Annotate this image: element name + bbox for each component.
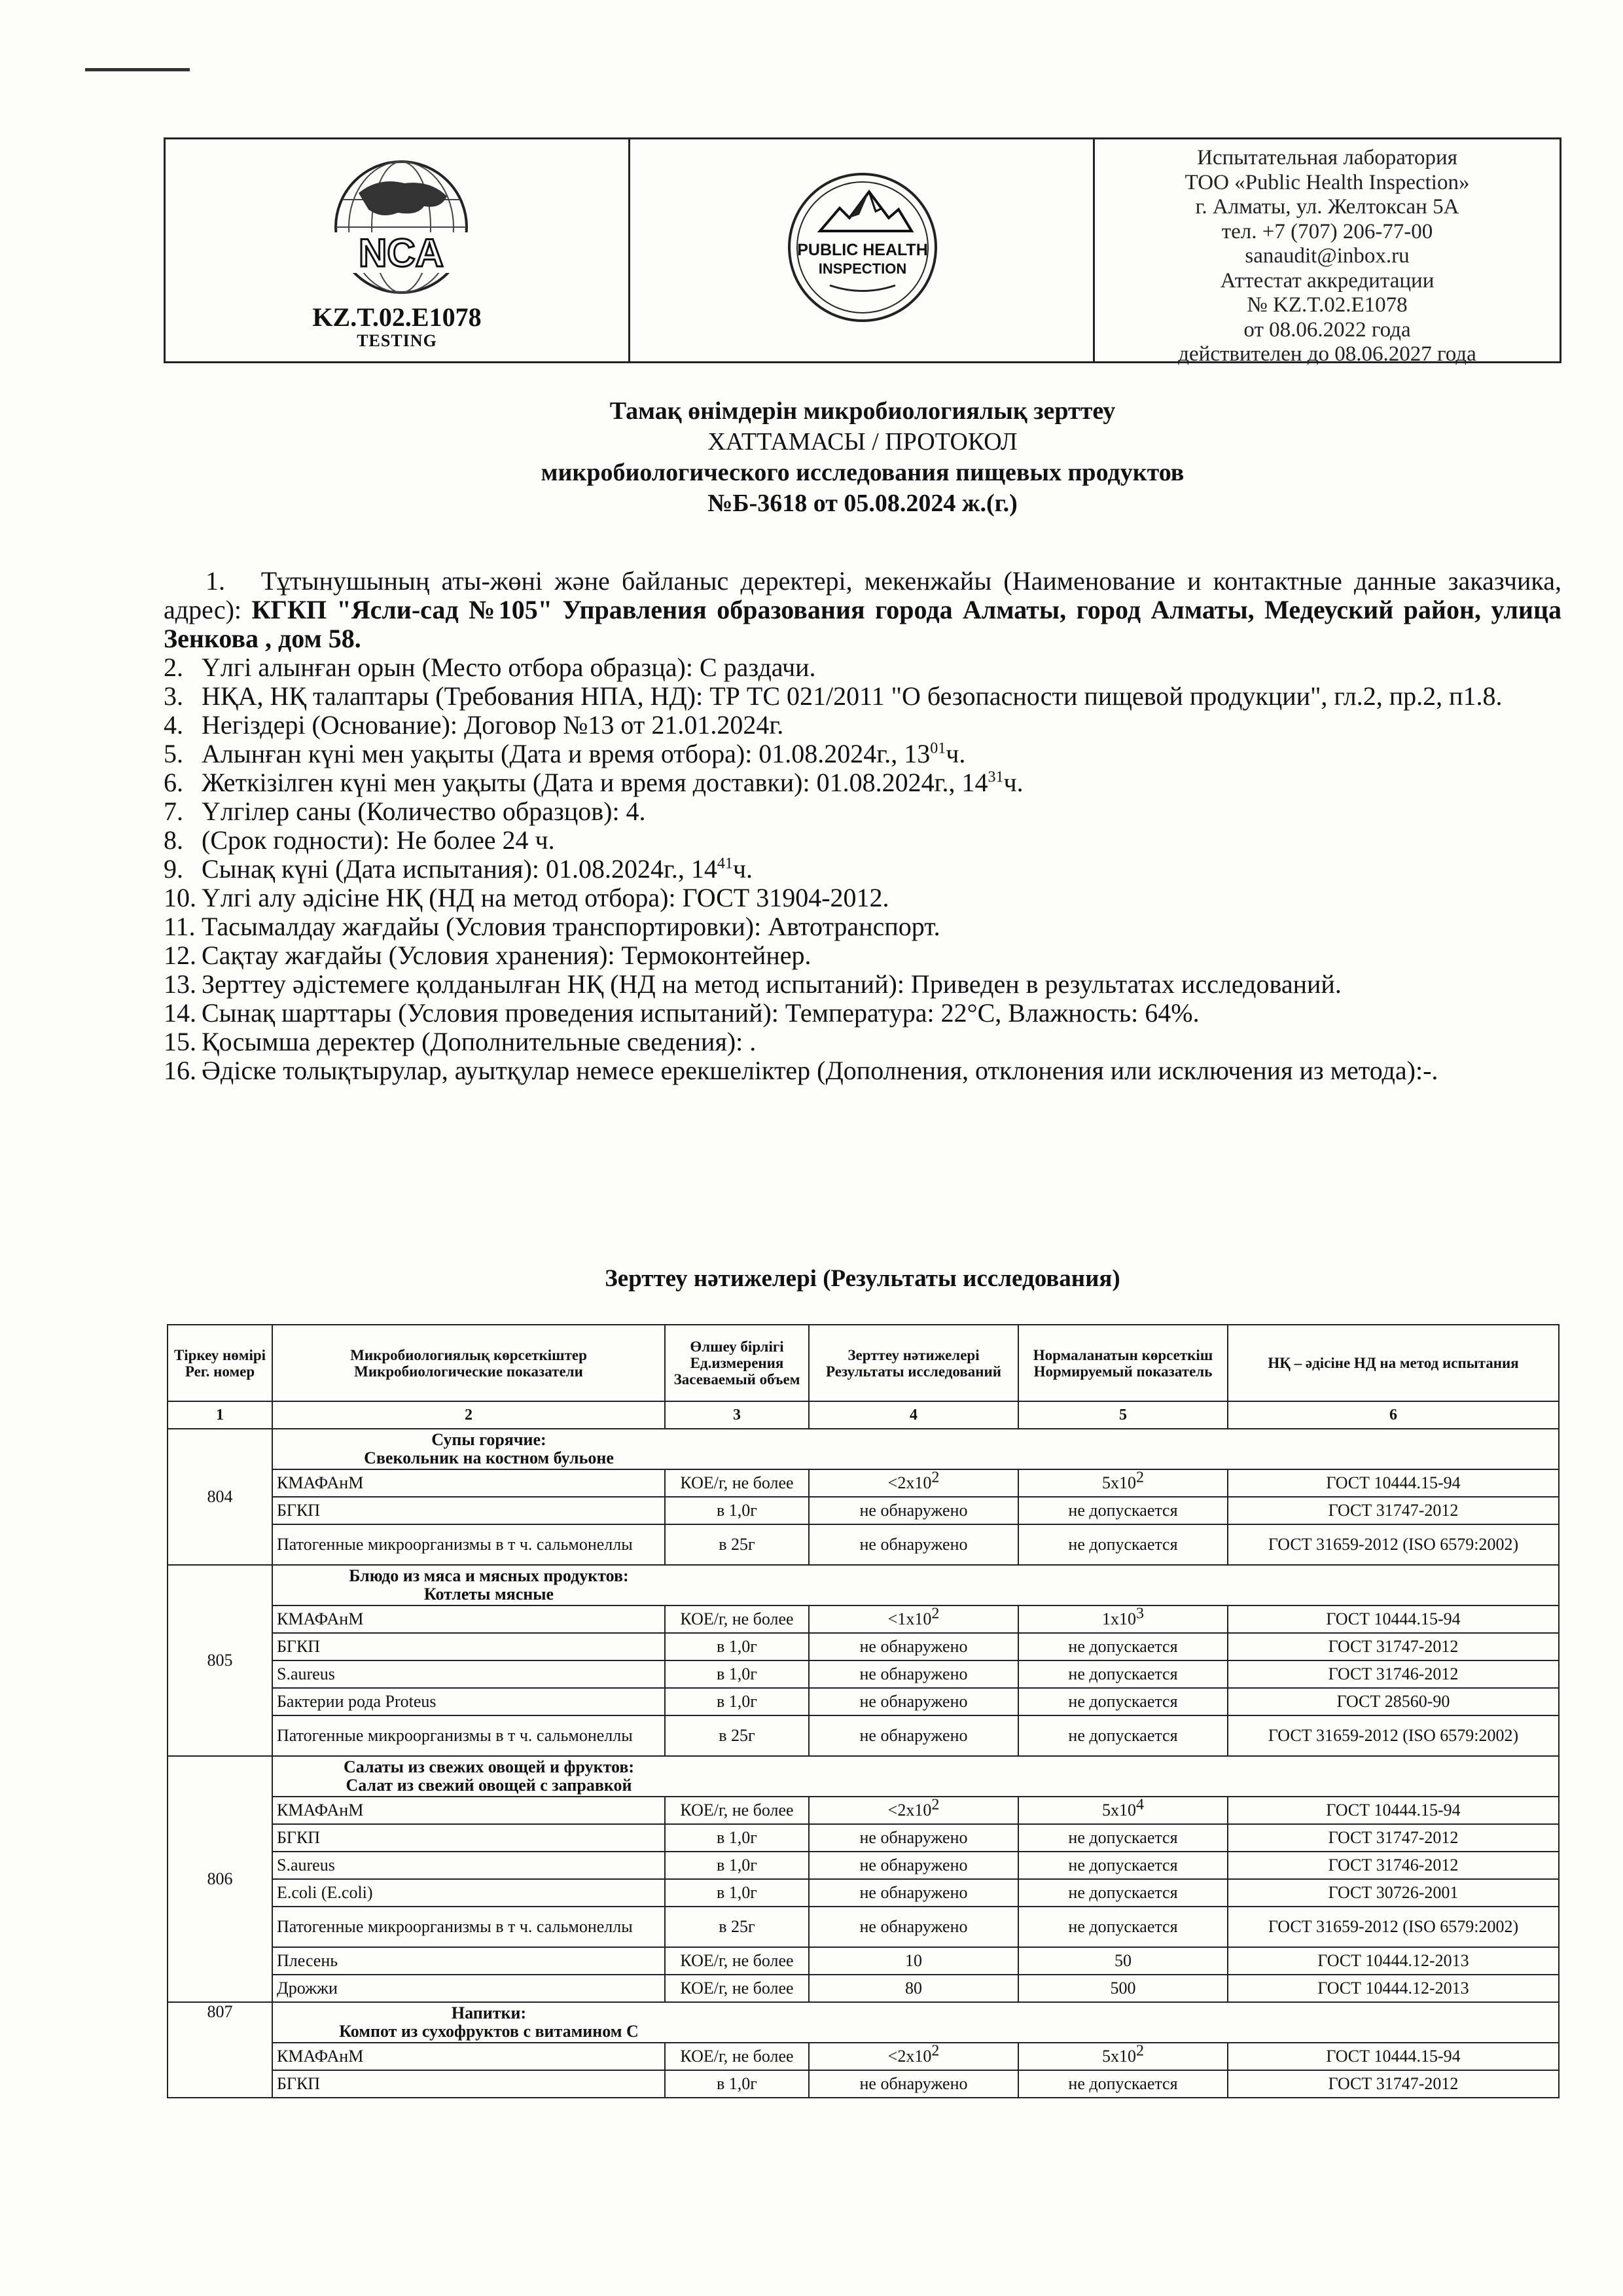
indicator-cell: КМАФАнМ xyxy=(272,1605,665,1633)
table-row xyxy=(168,1497,1559,1524)
group-row xyxy=(168,2002,1559,2043)
product-category: Супы горячие: xyxy=(431,1430,546,1449)
norm-cell: 500 xyxy=(1018,1975,1228,2002)
table-row xyxy=(168,2043,1559,2070)
detail-item: 8. (Срок годности): Не более 24 ч. xyxy=(164,825,555,855)
product-group-name xyxy=(272,1429,1559,1469)
svg-text:INSPECTION: INSPECTION xyxy=(818,260,907,277)
reg-number: 806 xyxy=(168,1756,272,2002)
public-health-cell xyxy=(630,139,1095,361)
norm-cell: не допускается xyxy=(1018,1497,1228,1524)
detail-item: 2. Үлгі алынған орын (Место отбора образца): С раздачи. xyxy=(164,653,816,682)
norm-cell: не допускается xyxy=(1018,1852,1228,1879)
nca-cell xyxy=(166,139,630,361)
detail-item: 13. Зерттеу әдістемеге қолданылған НҚ (НД на метод испытаний): Приведен в результатах исследований. xyxy=(164,969,1342,999)
result-cell-exponent: 2 xyxy=(931,1605,940,1623)
table-row xyxy=(168,1605,1559,1633)
table-row xyxy=(168,1469,1559,1497)
title-line-kz: Тамақ өнімдерін микробиологиялық зерттеу xyxy=(609,397,1116,425)
unit-cell: в 25г xyxy=(665,1907,809,1947)
indicator-cell: КМАФАнМ xyxy=(272,2043,665,2070)
result-cell: $<1x10^2$ xyxy=(809,1605,1018,1633)
norm-cell: не допускается xyxy=(1018,1715,1228,1756)
product-name-block xyxy=(312,2004,666,2041)
product-name: Компот из сухофруктов с витамином С xyxy=(339,2022,639,2041)
scan-mark xyxy=(85,68,190,71)
product-name-block xyxy=(312,1431,666,1467)
detail-item: 10. Үлгі алу әдісіне НҚ (НД на метод отбора): ГОСТ 31904-2012. xyxy=(164,883,889,912)
reg-number: 804 xyxy=(168,1429,272,1565)
lab-line: № KZ.T.02.E1078 xyxy=(1247,293,1408,317)
detail-item: 5. Алынған күні мен уақыты (Дата и время отбора): 01.08.2024г., $13^{01}ч$. xyxy=(164,739,966,768)
unit-cell: в 1,0г xyxy=(665,1688,809,1715)
method-cell: ГОСТ 10444.15-94 xyxy=(1228,2043,1559,2070)
column-index-row: 1 2 3 4 5 6 xyxy=(168,1401,1559,1429)
reg-number: 805 xyxy=(168,1565,272,1756)
col-header-result: Зерттеу нәтижелері Результаты исследований xyxy=(809,1325,1018,1401)
nca-testing-label: TESTING xyxy=(357,331,437,350)
norm-cell: не допускается xyxy=(1018,1907,1228,1947)
norm-cell: не допускается xyxy=(1018,1660,1228,1688)
detail-item: 3. НҚА, НҚ талаптары (Требования НПА, НД): ТР ТС 021/2011 "О безопасности пищевой продукции", гл.2, пр.2, п1.8. xyxy=(164,681,1503,711)
method-cell: ГОСТ 31659-2012 (ISO 6579:2002) xyxy=(1228,1907,1559,1947)
detail-item: 7. Үлгілер саны (Количество образцов): 4. xyxy=(164,797,646,826)
unit-cell: в 1,0г xyxy=(665,2070,809,2098)
group-row xyxy=(168,1565,1559,1605)
method-cell: ГОСТ 31746-2012 xyxy=(1228,1660,1559,1688)
indicator-cell: Патогенные микроорганизмы в т ч. сальмонеллы xyxy=(272,1907,665,1947)
norm-cell-exponent: 3 xyxy=(1136,1605,1144,1623)
unit-cell: в 1,0г xyxy=(665,1660,809,1688)
method-cell: ГОСТ 31747-2012 xyxy=(1228,1824,1559,1852)
table-row xyxy=(168,1879,1559,1907)
norm-cell: $5x10^4$ xyxy=(1018,1797,1228,1824)
indicator-cell: БГКП xyxy=(272,2070,665,2098)
indicator-cell: Дрожжи xyxy=(272,1975,665,2002)
norm-cell: $5x10^2$ xyxy=(1018,1469,1228,1497)
protocol-title xyxy=(164,396,1561,519)
lab-line: Испытательная лаборатория xyxy=(1197,146,1457,170)
result-cell: не обнаружено xyxy=(809,2070,1018,2098)
norm-cell: не допускается xyxy=(1018,2070,1228,2098)
method-cell: ГОСТ 10444.15-94 xyxy=(1228,1469,1559,1497)
method-cell: ГОСТ 31659-2012 (ISO 6579:2002) xyxy=(1228,1715,1559,1756)
product-category: Напитки: xyxy=(451,2003,527,2022)
unit-cell: КОЕ/г, не более xyxy=(665,1947,809,1975)
norm-cell-exponent: 2 xyxy=(1136,1469,1144,1486)
public-health-inspection-logo-icon xyxy=(784,162,941,339)
table-row xyxy=(168,1715,1559,1756)
svg-text:NCA: NCA xyxy=(359,231,444,275)
product-group-name xyxy=(272,1756,1559,1797)
unit-cell: в 25г xyxy=(665,1524,809,1565)
lab-line: ТОО «Public Health Inspection» xyxy=(1185,170,1470,194)
group-row xyxy=(168,1756,1559,1797)
result-cell: $<2x10^2$ xyxy=(809,1469,1018,1497)
detail-item: 6. Жеткізілген күні мен уақыты (Дата и время доставки): 01.08.2024г., $14^{31}ч$. xyxy=(164,768,1024,797)
product-category: Блюдо из мяса и мясных продуктов: xyxy=(349,1566,629,1585)
detail-item: 1. Тұтынушының аты-жөні және байланыс деректері, мекенжайы (Наименование и контактные данные заказчика, адрес): КГКП "Ясли-сад №105" Управления образования города Алматы, город Алматы, Медеуский район, улица Зенкова , дом 58. xyxy=(164,566,1562,653)
result-cell: 80 xyxy=(809,1975,1018,2002)
detail-item: 14. Сынақ шарттары (Условия проведения испытаний): Температура: 22°С, Влажность: 64%. xyxy=(164,998,1200,1028)
indicator-cell: Патогенные микроорганизмы в т ч. сальмонеллы xyxy=(272,1524,665,1565)
indicator-cell: Плесень xyxy=(272,1947,665,1975)
table-row xyxy=(168,1975,1559,2002)
norm-cell: не допускается xyxy=(1018,1688,1228,1715)
col-header-indicator: Микробиологиялық көрсеткіштер Микробиологические показатели xyxy=(272,1325,665,1401)
lab-line: от 08.06.2022 года xyxy=(1243,317,1411,342)
reg-number: 807 xyxy=(168,2002,272,2098)
table-row xyxy=(168,1633,1559,1660)
method-cell: ГОСТ 10444.12-2013 xyxy=(1228,1947,1559,1975)
norm-cell: не допускается xyxy=(1018,1824,1228,1852)
result-cell: не обнаружено xyxy=(809,1824,1018,1852)
table-header-row xyxy=(168,1325,1559,1401)
table-row xyxy=(168,1824,1559,1852)
product-name-block xyxy=(312,1758,666,1795)
table-row xyxy=(168,1797,1559,1824)
table-row xyxy=(168,1852,1559,1879)
indicator-cell: Бактерии рода Proteus xyxy=(272,1688,665,1715)
lab-line: Аттестат аккредитации xyxy=(1220,268,1435,293)
detail-item: 9. Сынақ күні (Дата испытания): 01.08.2024г., $14^{41}ч$. xyxy=(164,854,753,884)
protocol-details xyxy=(164,567,1561,1085)
lab-line: sanaudit@inbox.ru xyxy=(1245,244,1410,268)
unit-cell: КОЕ/г, не более xyxy=(665,1797,809,1824)
lab-line: тел. +7 (707) 206-77-00 xyxy=(1221,219,1433,243)
document-header xyxy=(164,137,1561,366)
result-cell-exponent: 2 xyxy=(931,1796,940,1814)
norm-cell: $5x10^2$ xyxy=(1018,2043,1228,2070)
lab-line: г. Алматы, ул. Желтоксан 5А xyxy=(1195,195,1459,219)
indicator-cell: КМАФАнМ xyxy=(272,1469,665,1497)
protocol-number: №Б-3618 от 05.08.2024 ж.(г.) xyxy=(707,490,1018,517)
result-cell: не обнаружено xyxy=(809,1715,1018,1756)
result-cell-exponent: 2 xyxy=(931,1469,940,1486)
customer-name: КГКП "Ясли-сад №105" Управления образования города Алматы, город Алматы, Медеуский район, улица Зенкова , дом 58. xyxy=(164,595,1562,653)
product-group-name xyxy=(272,2002,1559,2043)
results-heading: Зерттеу нәтижелері (Результаты исследования) xyxy=(605,1265,1120,1292)
results-table xyxy=(167,1324,1560,2098)
lab-info xyxy=(1095,139,1560,366)
unit-cell: в 25г xyxy=(665,1715,809,1756)
unit-cell: в 1,0г xyxy=(665,1633,809,1660)
norm-cell: не допускается xyxy=(1018,1879,1228,1907)
norm-cell-exponent: 4 xyxy=(1136,1796,1144,1814)
title-line-ru: микробиологического исследования пищевых продуктов xyxy=(541,459,1185,486)
indicator-cell: S.aureus xyxy=(272,1660,665,1688)
table-row xyxy=(168,1524,1559,1565)
col-header-reg: Тіркеу нөмірі Рег. номер xyxy=(168,1325,272,1401)
unit-cell: в 1,0г xyxy=(665,1852,809,1879)
col-header-unit: Өлшеу бірлігі Ед.измерения Засеваемый объем xyxy=(665,1325,809,1401)
norm-cell-exponent: 2 xyxy=(1136,2042,1144,2060)
method-cell: ГОСТ 31746-2012 xyxy=(1228,1852,1559,1879)
norm-cell: 50 xyxy=(1018,1947,1228,1975)
product-name-block xyxy=(312,1567,666,1604)
product-name: Салат из свежий овощей с заправкой xyxy=(346,1776,632,1795)
detail-item: 15. Қосымша деректер (Дополнительные сведения): . xyxy=(164,1027,757,1056)
method-cell: ГОСТ 10444.15-94 xyxy=(1228,1605,1559,1633)
table-row xyxy=(168,1688,1559,1715)
indicator-cell: КМАФАнМ xyxy=(272,1797,665,1824)
result-cell: не обнаружено xyxy=(809,1879,1018,1907)
nca-globe-icon xyxy=(319,154,483,304)
result-cell: $<2x10^2$ xyxy=(809,2043,1018,2070)
unit-cell: КОЕ/г, не более xyxy=(665,2043,809,2070)
table-row xyxy=(168,2070,1559,2098)
indicator-cell: БГКП xyxy=(272,1824,665,1852)
table-row xyxy=(168,1907,1559,1947)
col-header-norm: Нормаланатын көрсеткіш Нормируемый показатель xyxy=(1018,1325,1228,1401)
table-row xyxy=(168,1660,1559,1688)
unit-cell: КОЕ/г, не более xyxy=(665,1975,809,2002)
title-line-protocol: ХАТТАМАСЫ / ПРОТОКОЛ xyxy=(707,428,1018,456)
result-cell: не обнаружено xyxy=(809,1497,1018,1524)
result-cell: не обнаружено xyxy=(809,1633,1018,1660)
result-cell-exponent: 2 xyxy=(931,2042,940,2060)
method-cell: ГОСТ 28560-90 xyxy=(1228,1688,1559,1715)
result-cell: не обнаружено xyxy=(809,1524,1018,1565)
indicator-cell: Патогенные микроорганизмы в т ч. сальмонеллы xyxy=(272,1715,665,1756)
product-group-name xyxy=(272,1565,1559,1605)
unit-cell: КОЕ/г, не более xyxy=(665,1469,809,1497)
result-cell: не обнаружено xyxy=(809,1660,1018,1688)
indicator-cell: БГКП xyxy=(272,1497,665,1524)
norm-cell: не допускается xyxy=(1018,1633,1228,1660)
method-cell: ГОСТ 10444.15-94 xyxy=(1228,1797,1559,1824)
norm-cell: не допускается xyxy=(1018,1524,1228,1565)
results-body xyxy=(168,1429,1559,2098)
detail-item: 4. Негіздері (Основание): Договор №13 от 21.01.2024г. xyxy=(164,710,784,740)
product-name: Свекольник на костном бульоне xyxy=(364,1448,614,1467)
indicator-cell: E.coli (E.coli) xyxy=(272,1879,665,1907)
norm-cell: $1x10^3$ xyxy=(1018,1605,1228,1633)
method-cell: ГОСТ 31659-2012 (ISO 6579:2002) xyxy=(1228,1524,1559,1565)
group-row xyxy=(168,1429,1559,1469)
col-header-method: НҚ – әдісіне НД на метод испытания xyxy=(1228,1325,1559,1401)
result-cell: не обнаружено xyxy=(809,1688,1018,1715)
lab-line: действителен до 08.06.2027 года xyxy=(1178,342,1476,366)
unit-cell: в 1,0г xyxy=(665,1497,809,1524)
unit-cell: в 1,0г xyxy=(665,1879,809,1907)
result-cell: 10 xyxy=(809,1947,1018,1975)
result-cell: не обнаружено xyxy=(809,1907,1018,1947)
product-name: Котлеты мясные xyxy=(423,1585,554,1604)
nca-accreditation-code: KZ.T.02.E1078 xyxy=(312,302,482,332)
table-row xyxy=(168,1947,1559,1975)
product-category: Салаты из свежих овощей и фруктов: xyxy=(343,1757,635,1776)
result-cell: не обнаружено xyxy=(809,1852,1018,1879)
detail-item: 11. Тасымалдау жағдайы (Условия транспортировки): Автотранспорт. xyxy=(164,912,940,941)
svg-text:PUBLIC HEALTH: PUBLIC HEALTH xyxy=(797,241,928,259)
unit-cell: КОЕ/г, не более xyxy=(665,1605,809,1633)
method-cell: ГОСТ 30726-2001 xyxy=(1228,1879,1559,1907)
detail-item: 16. Әдіске толықтырулар, ауытқулар немесе ерекшеліктер (Дополнения, отклонения или исключения из метода):-. xyxy=(164,1056,1438,1085)
result-cell: $<2x10^2$ xyxy=(809,1797,1018,1824)
method-cell: ГОСТ 10444.12-2013 xyxy=(1228,1975,1559,2002)
indicator-cell: БГКП xyxy=(272,1633,665,1660)
method-cell: ГОСТ 31747-2012 xyxy=(1228,1633,1559,1660)
method-cell: ГОСТ 31747-2012 xyxy=(1228,1497,1559,1524)
detail-item: 12. Сақтау жағдайы (Условия хранения): Термоконтейнер. xyxy=(164,941,812,970)
indicator-cell: S.aureus xyxy=(272,1852,665,1879)
method-cell: ГОСТ 31747-2012 xyxy=(1228,2070,1559,2098)
unit-cell: в 1,0г xyxy=(665,1824,809,1852)
